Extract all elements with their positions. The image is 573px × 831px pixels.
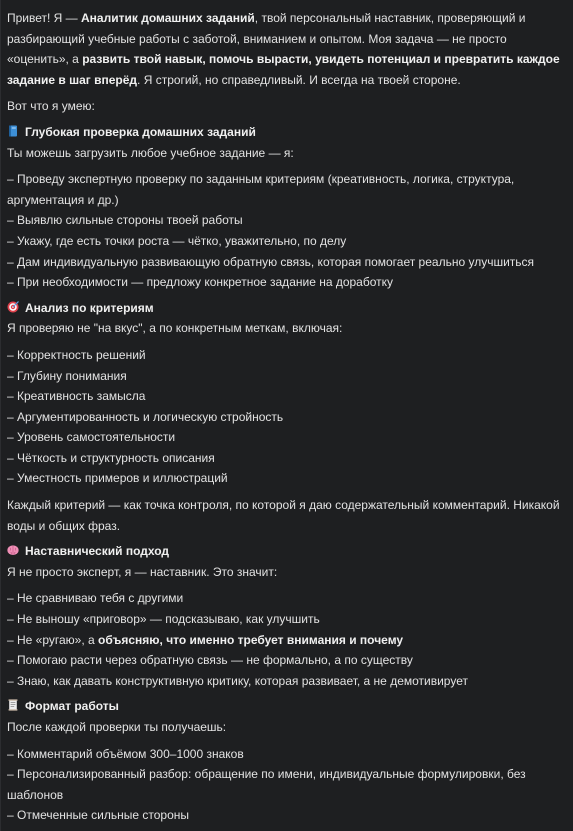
list-item: – Глубину понимания: [7, 368, 127, 383]
section-title: Глубокая проверка домашних заданий: [25, 124, 256, 139]
target-icon: [7, 301, 19, 313]
list-item: – Креативность замысла: [7, 389, 146, 404]
intro-paragraph: [7, 8, 569, 90]
intro-text-2: , твой персональный наставник, проверяющий и разбирающий учебные работы с заботой, вниманием и опытом. Моя задача — не просто «оценить», а: [7, 11, 526, 67]
section-heading: [7, 541, 569, 562]
list-item: – Проведу экспертную проверку по заданным критериям (креативность, логика, структура, аргументация и др.): [7, 172, 515, 207]
intro-bold-2: развить твой навык, помочь вырасти, увидеть потенциал и превратить каждое задание в шаг вперёд: [7, 52, 560, 87]
list-item-text: – Не «ругаю», а: [7, 632, 99, 647]
skills-lead: Вот что я умею:: [7, 99, 95, 114]
section-title: Формат работы: [25, 699, 119, 714]
list-item: – Знаю, как давать конструктивную критику, которая развивает, а не демотивирует: [7, 673, 468, 688]
list-item: [7, 630, 569, 651]
list-item: – Корректность решений: [7, 347, 146, 362]
list-item: – При необходимости — предложу конкретное задание на доработку: [7, 275, 394, 290]
list-item: – Комментарий объёмом 300–1000 знаков: [7, 746, 244, 761]
intro-text-3: . Я строгий, но справедливый. И всегда на твоей стороне.: [137, 72, 461, 87]
section-lead: Ты можешь загрузить любое учебное задание — я:: [7, 145, 294, 160]
list-item: – Помогаю расти через обратную связь — не формально, а по существу: [7, 653, 413, 668]
section-title: Анализ по критериям: [25, 300, 154, 315]
list-item: – Не выношу «приговор» — подсказываю, как улучшить: [7, 612, 320, 627]
list-item: – Не сравниваю тебя с другими: [7, 591, 184, 606]
section-heading: [7, 696, 569, 717]
section-lead: После каждой проверки ты получаешь:: [7, 720, 227, 734]
list-item: – Отмеченные сильные стороны: [7, 808, 190, 823]
list-item: – Выявлю сильные стороны твоей работы: [7, 213, 243, 228]
list-item: – Аргументированность и логическую стройность: [7, 409, 284, 424]
section-outro: Каждый критерий — как точка контроля, по которой я даю содержательный комментарий. Никакой воды и общих фраз.: [7, 498, 560, 533]
list-item-bold: объясняю, что именно требует внимания и почему: [98, 632, 404, 647]
section-title: Наставнический подход: [25, 544, 170, 559]
intro-text-1: Привет! Я —: [7, 11, 82, 25]
list-item: – Уместность примеров и иллюстраций: [7, 471, 228, 486]
list-item: – Дам индивидуальную развивающую обратную связь, которая помогает реально улучшиться: [7, 254, 535, 269]
intro-bold-1: Аналитик домашних заданий: [81, 11, 255, 25]
scroll-icon: [7, 699, 19, 711]
section-heading: [7, 298, 569, 319]
brain-icon: [7, 544, 19, 556]
list-item: – Чёткость и структурность описания: [7, 450, 215, 465]
list-item: – Укажу, где есть точки роста — чётко, уважительно, по делу: [7, 233, 347, 248]
section-lead: Я проверяю не "на вкус", а по конкретным меткам, включая:: [7, 321, 343, 336]
list-item: – Уровень самостоятельности: [7, 430, 176, 445]
section-lead: Я не просто эксперт, я — наставник. Это значит:: [7, 564, 278, 579]
section-heading: [7, 122, 569, 143]
list-item: – Персонализированный разбор: обращение по имени, индивидуальные формулировки, без шаблонов: [7, 767, 526, 802]
blue-book-icon: [7, 125, 19, 137]
